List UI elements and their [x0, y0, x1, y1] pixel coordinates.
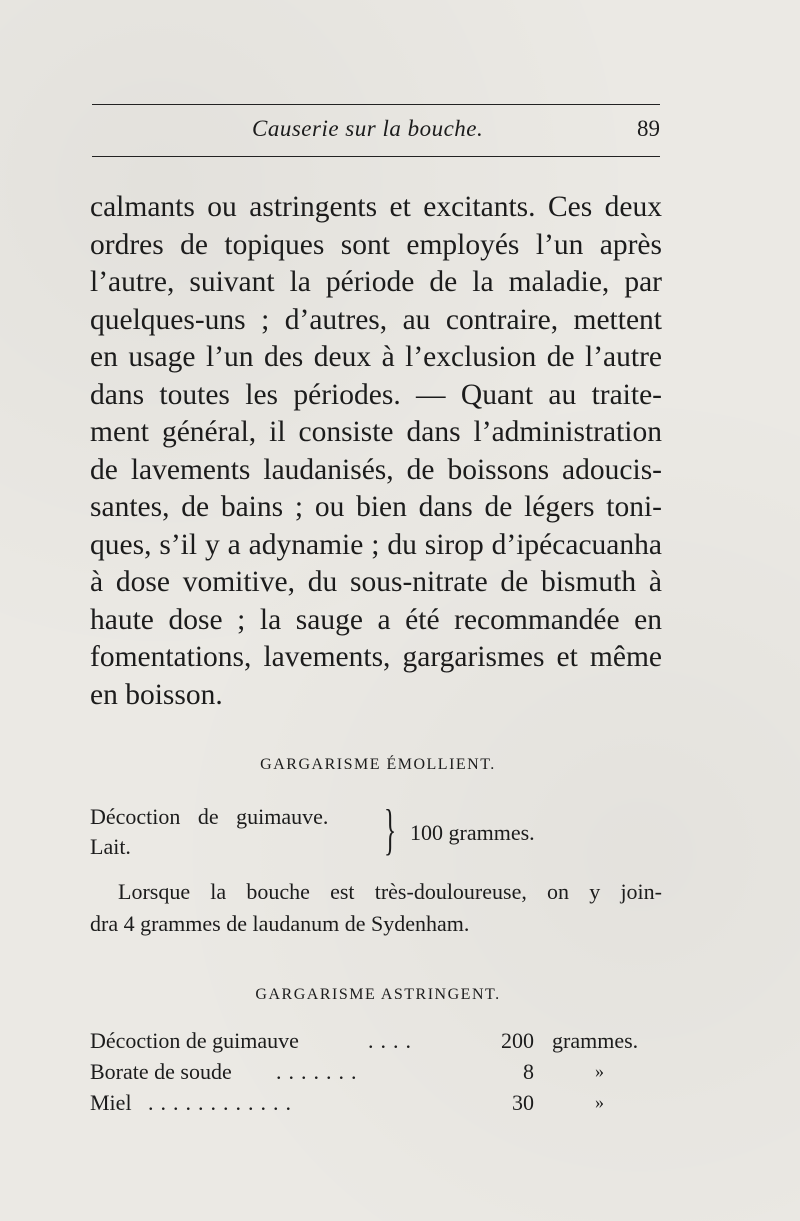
running-head	[92, 114, 660, 148]
header-rule-bottom	[92, 156, 660, 157]
recipe-heading-emollient: GARGARISME ÉMOLLIENT.	[260, 756, 496, 773]
ditto-mark: »	[595, 1092, 604, 1112]
leader-dots: ............	[148, 1090, 298, 1115]
ingredient-name: Borate de soude	[90, 1059, 232, 1084]
text-line: santes, de bains ; ou bien dans de légers toni-	[90, 491, 662, 523]
header-rule-top	[92, 104, 660, 105]
note-line: Lorsque la bouche est très-douloureuse, on y join-	[118, 879, 662, 904]
text-line: de lavements laudanisés, de boissons adoucis-	[90, 453, 662, 486]
text-line: ment général, il consiste dans l’administration	[90, 416, 662, 448]
leader-dots: .......	[276, 1059, 364, 1084]
ingredient-guimauve: Décoction de guimauve.	[90, 804, 329, 829]
recipe-emollient-ingredients	[90, 799, 662, 864]
leader-dots: ....	[368, 1028, 418, 1053]
text-line: en usage l’un des deux à l’exclusion de l’autre	[90, 341, 662, 373]
recipe-heading-astringent: GARGARISME ASTRINGENT.	[255, 986, 501, 1003]
page-number: 89	[637, 116, 660, 141]
text-line: l’autre, suivant la période de la maladie, par	[90, 266, 662, 298]
text-line: ordres de topiques sont employés l’un après	[90, 228, 662, 261]
ingredient-name: Miel	[90, 1090, 132, 1115]
recipe-row	[90, 1028, 662, 1059]
text-line: haute dose ; la sauge a été recommandée en	[90, 603, 662, 636]
recipe-row	[90, 1059, 662, 1090]
note-line: dra 4 grammes de laudanum de Sydenham.	[90, 911, 470, 936]
text-line: à dose vomitive, du sous-nitrate de bismuth à	[90, 566, 662, 598]
ingredient-lait: Lait.	[90, 834, 131, 859]
ingredient-name: Décoction de guimauve	[90, 1028, 299, 1053]
brace-symbol: }	[384, 799, 397, 861]
text-line: dans toutes les périodes. — Quant au traite-	[90, 378, 662, 411]
ingredient-unit: grammes.	[552, 1028, 639, 1053]
recipe-note	[90, 876, 662, 940]
ingredient-quantity: 30	[512, 1090, 534, 1115]
text-line: quelques-uns ; d’autres, au contraire, mettent	[90, 303, 662, 336]
recipe-row	[90, 1090, 662, 1121]
running-title: Causerie sur la bouche.	[252, 116, 484, 141]
text-line: ques, s’il y a adynamie ; du sirop d’ipécacuanha	[90, 528, 662, 561]
text-line: fomentations, lavements, gargarismes et même	[90, 641, 662, 673]
ingredient-quantity: 8	[523, 1059, 534, 1084]
ingredient-quantity: 200	[501, 1028, 534, 1053]
ditto-mark: »	[595, 1061, 604, 1081]
text-line: en boisson.	[90, 678, 223, 711]
text-line: calmants ou astringents et excitants. Ces deux	[90, 191, 662, 223]
recipe-astringent-table	[90, 1028, 662, 1121]
body-paragraph	[90, 189, 662, 714]
ingredient-amount: 100 grammes.	[410, 820, 535, 845]
